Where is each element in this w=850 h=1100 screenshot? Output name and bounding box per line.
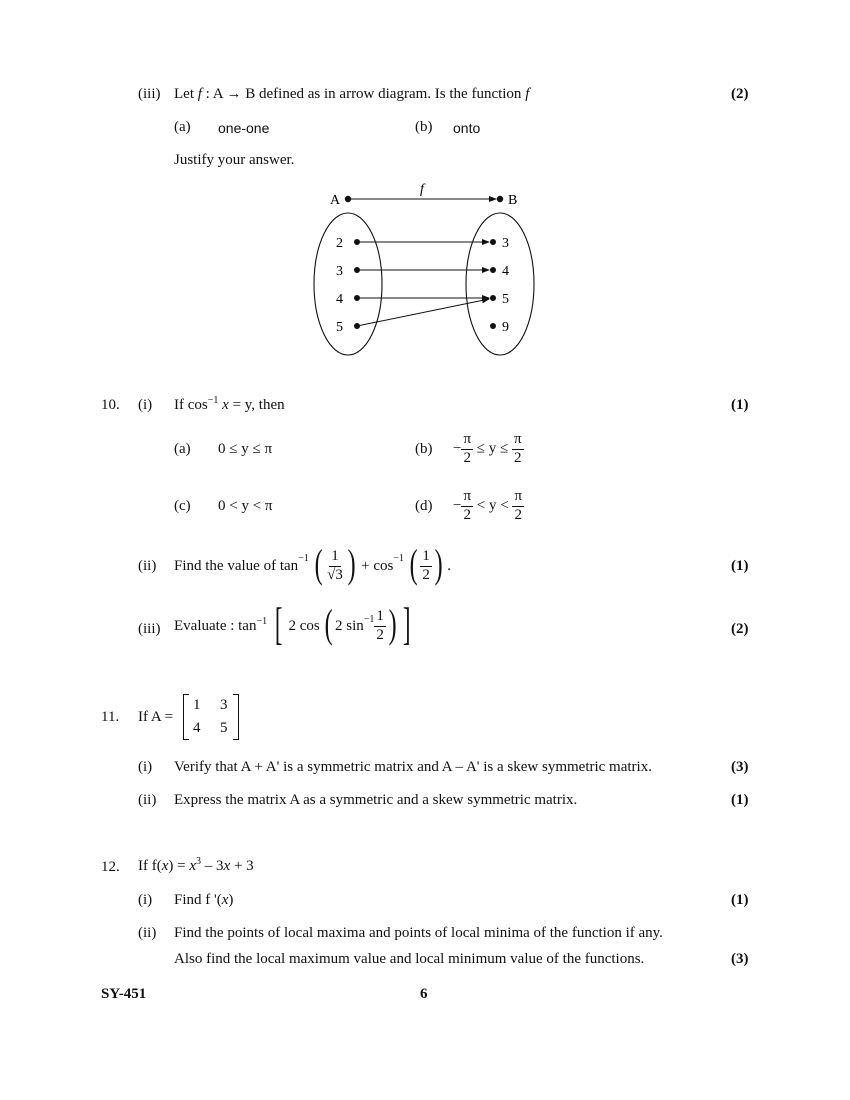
q11-part1-text: Verify that A + A' is a symmetric matrix and A – A' is a skew symmetric matrix.: [174, 759, 652, 775]
q10-option-c-label: (c): [174, 498, 191, 514]
codomain-dot: [490, 267, 496, 273]
q10-part2-text: Find the value of tan $^{-1}$ ( $\frac{1}{√3}$ ) + cos $^{-1}$ ( $\frac{1}{2}$ ) .: [174, 541, 451, 586]
q9-part3-text: Let f : A → B defined as in arrow diagram. Is the function f: [174, 86, 530, 102]
q10-option-c: 0 < y < π: [218, 498, 273, 514]
matrix-cell: 4: [193, 720, 201, 736]
domain-element: 2: [336, 236, 343, 251]
q9-part3-number: (iii): [138, 86, 161, 102]
q10-part1-marks: (1): [731, 397, 749, 413]
q10-option-b-label: (b): [415, 441, 433, 457]
q10-number: 10.: [101, 397, 120, 413]
domain-element: 5: [336, 320, 343, 335]
q12-part2-marks: (3): [731, 951, 749, 967]
q9-option-b: onto: [453, 120, 481, 136]
set-a-label: A: [330, 193, 341, 208]
matrix-a: [183, 694, 239, 740]
domain-ellipse: [314, 213, 382, 355]
matrix-cell: 3: [220, 697, 228, 713]
q12-part2-line1: Find the points of local maxima and points of local minima of the function if any.: [174, 925, 663, 941]
q12-part1-marks: (1): [731, 892, 749, 908]
q12-part2-number: (ii): [138, 925, 157, 941]
q12-part2-line2: Also find the local maximum value and local minimum value of the functions.: [174, 951, 645, 967]
domain-element: 4: [336, 292, 343, 307]
q11-part1-marks: (3): [731, 759, 749, 775]
q10-part2-marks: (1): [731, 558, 749, 574]
q10-part3-number: (iii): [138, 621, 161, 637]
q9-justify: Justify your answer.: [174, 152, 295, 168]
q10-option-b: − $\frac{\pi}{2}$ ≤ y ≤ $\frac{\pi}{2}$: [453, 431, 522, 466]
arrow-diagram: [300, 178, 560, 364]
q10-part1-number: (i): [138, 397, 153, 413]
set-b-label: B: [508, 193, 518, 208]
codomain-dot: [490, 239, 496, 245]
q9-part3-marks: (2): [731, 86, 749, 102]
page-number: 6: [420, 986, 428, 1002]
matrix-cell: 5: [220, 720, 228, 736]
q11-part2-marks: (1): [731, 792, 749, 808]
q11-part2-text: Express the matrix A as a symmetric and a skew symmetric matrix.: [174, 792, 578, 808]
codomain-element: 9: [502, 320, 509, 335]
q10-option-a-label: (a): [174, 441, 191, 457]
codomain-element: 4: [502, 264, 509, 279]
q12-part1-number: (i): [138, 892, 153, 908]
q12-number: 12.: [101, 859, 120, 875]
q12-part1-text: Find f '(x): [174, 892, 234, 908]
q10-option-d: − $\frac{\pi}{2}$ < y < $\frac{\pi}{2}$: [453, 488, 523, 523]
codomain-element: 3: [502, 236, 509, 251]
footer-code: SY-451: [101, 986, 147, 1002]
q9-option-b-label: (b): [415, 119, 433, 135]
matrix-cell: 1: [193, 697, 201, 713]
q10-option-a: 0 ≤ y ≤ π: [218, 441, 273, 457]
q9-option-a: one-one: [218, 120, 270, 136]
q10-option-d-label: (d): [415, 498, 433, 514]
domain-element: 3: [336, 264, 343, 279]
q11-number: 11.: [101, 709, 120, 725]
q10-part2-number: (ii): [138, 558, 157, 574]
q10-part3-text: Evaluate : tan $^{-1}$ [ 2 cos ( 2 sin $^{-1}$ $\frac{1}{2}$ ) ]: [174, 597, 411, 649]
q10-part1-text: If $\cos^{-1} x = y$, then: [174, 395, 285, 413]
q9-option-a-label: (a): [174, 119, 191, 135]
q11-part1-number: (i): [138, 759, 153, 775]
q10-part3-marks: (2): [731, 621, 749, 637]
codomain-element: 5: [502, 292, 509, 307]
q11-part2-number: (ii): [138, 792, 157, 808]
q12-intro: If $f(x) = x^3 - 3x + 3$: [138, 856, 254, 874]
set-b-dot: [497, 196, 503, 202]
codomain-dot: [490, 323, 496, 329]
function-label: f: [420, 182, 424, 197]
codomain-dot: [490, 295, 496, 301]
codomain-ellipse: [466, 213, 534, 355]
q11-intro: If A =: [138, 709, 174, 725]
